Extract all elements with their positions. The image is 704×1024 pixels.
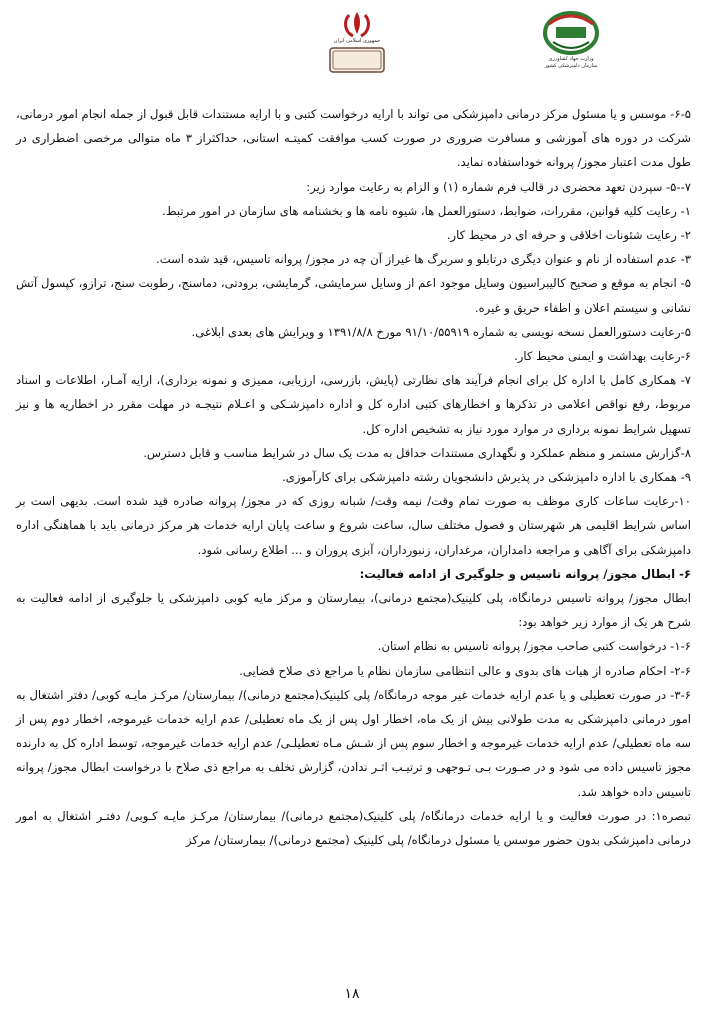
document-body xyxy=(16,102,691,852)
paragraph: ۲- رعایت شئونات اخلاقی و حرفه ای در محیط کار. xyxy=(446,228,691,243)
slogan-badge-icon xyxy=(328,45,386,75)
paragraph: ۶-رعایت بهداشت و ایمنی محیط کار. xyxy=(514,349,691,364)
iran-caption: جمهوری اسلامی ایران xyxy=(333,38,381,44)
paragraph: ۳-۶- در صورت تعطیلی و یا عدم ارایه خدمات غیر موجه درمانگاه/ پلی کلینیک(مجتمع درمانی)/ بیمارستان/ مرکـز مایـه کوبی/ دفتر اشتغال به امور درمانی دامپزشکی به مدت طولانی بیش از یک ماه، اخطار اول پس از یک ماه تعطیلی/ عدم ارایه خدمات غیرموجه، اخطار دوم پس از سه ماه تعطیلی/ عدم ارایه خدمات غیرموجه و اخطار سوم پس از شـش مـاه تعطیلـی/ عدم ارایه خدمات غیرموجه، توسط اداره کل به دارنده مجوز تاسیس داده می شود و در صـورت بـی تـوجهی و ترتیـب اثـر ندادن، گزارش تخلف به مراجع ذی صلاح با درخواست ابطال مجوز/ پروانه تاسیس داده خواهد شد. xyxy=(16,687,691,799)
paragraph: ۷- همکاری کامل با اداره کل برای انجام فرآیند های نظارتی (پایش، بازرسی، ارزیابی، ممیزی و نمونه برداری)، ارایه آمـار، اطلاعات و اسناد مربوط، رفع نواقص اعلامی در تذکرها و اخطارهای کتبی اداره کل و اداره دامپزشـکی و اعـلام نتیجـه در مهلت مقرر در اخطاریه ها و نیز تسهیل شرایط نمونه برداری در موارد مورد نیاز به تشخیص اداره کل. xyxy=(16,373,691,436)
jahad-emblem-icon xyxy=(541,10,601,56)
iran-emblem-logo xyxy=(322,10,392,75)
paragraph: ۸-گزارش مستمر و منظم عملکرد و نگهداری مستندات حداقل به مدت یک سال در شرایط مناسب و قابل دسترس. xyxy=(143,445,691,460)
paragraph: ۵-رعایت دستورالعمل نسخه نویسی به شماره ۹۱/۱۰/۵۵۹۱۹ مورخ ۱۳۹۱/۸/۸ و ویرایش های بعدی ابلاغی. xyxy=(191,324,691,339)
paragraph: ۲-۶- احکام صادره از هیات های بدوی و عالی انتظامی سازمان نظام یا مراجع ذی صلاح قضایی. xyxy=(239,663,691,678)
paragraph: ۱-۶- درخواست کتبی صاحب مجوز/ پروانه تاسیس به نظام استان. xyxy=(377,639,691,654)
paragraph: تبصره۱: در صورت فعالیت و یا ارایه خدمات درمانگاه/ پلی کلینیک(مجتمع درمانی)/ بیمارستان/ مرکـز مایـه کـوبی/ دفتـر اشتغال به امور درمانی دامپزشکی بدون حضور موسس یا مسئول درمانگاه/ پلی کلینیک (مجتمع درمانی)/ بیمارستان/ مرکز xyxy=(16,808,691,848)
paragraph: ۹- همکاری با اداره دامپزشکی در پذیرش دانشجویان رشته دامپزشکی برای کارآموزی. xyxy=(282,470,691,485)
paragraph: ۶-۵- موسس و یا مسئول مرکز درمانی دامپزشکی می تواند با ارایه درخواست کتبی و با ارایه مستندات قابل قبول از جمله انجام امور درمانی، شرکت در دوره های آموزشی و مسافرت ضروری در صورت کسب موافقت کمیتـه استانی، حداکثراز ۳ ماه متوالی مرخصی اضطراری در طول مدت اعتبار مجوز/ پروانه خوداستفاده نماید. xyxy=(16,107,691,170)
paragraph: ۱۰-رعایت ساعات کاری موظف به صورت تمام وقت/ نیمه وقت/ شبانه روزی که در مجوز/ پروانه صادره قید شده است. بدیهی است بر اساس شرایط اقلیمی هر شهرستان و فصول مختلف سال، ساعت شروع و ساعت پایان ارایه خدمات هر مرکز درمانی باید با هماهنگی اداره دامپزشکی برای آگاهی و مراجعه دامداران، مرغداران، زنبورداران، آبزی پروران و ... اطلاع رسانی شود. xyxy=(16,494,691,557)
section-heading: ۶- ابطال مجوز/ پروانه تاسیس و جلوگیری از ادامه فعالیت: xyxy=(359,566,691,581)
paragraph: ابطال مجوز/ پروانه تاسیس درمانگاه، پلی کلینیک(مجتمع درمانی)، بیمارستان و مرکز مایه کوبی دامپزشکی یا جلوگیری از ادامه فعالیت به شرح هر یک از موارد زیر خواهد بود: xyxy=(16,591,691,630)
paragraph: ۳- عدم استفاده از نام و عنوان دیگری درتابلو و سربرگ ها غیراز آن چه در مجوز/ پروانه تاسیس، قید شده است. xyxy=(156,252,691,267)
jahad-keshavarzi-logo xyxy=(528,10,614,70)
paragraph: ۷--۵- سپردن تعهد محضری در قالب فرم شماره (۱) و الزام به رعایت موارد زیر: xyxy=(306,179,691,194)
page-number: ۱۸ xyxy=(344,986,360,1002)
jahad-caption-line-1: وزارت جهاد کشاورزی xyxy=(548,56,594,62)
jahad-caption-line-2: سازمان دامپزشکی کشور xyxy=(544,63,598,69)
paragraph: ۵- انجام به موقع و صحیح کالیبراسیون وسایل موجود اعم از وسایل سرمایشی، گرمایشی، برودتی، دماسنج، رطوبت سنج، ترازو، کپسول آتش نشانی و سیستم اعلان و اطفاء حریق و غیره. xyxy=(16,276,691,315)
iran-emblem-icon xyxy=(339,10,375,38)
paragraph: ۱- رعایت کلیه قوانین، مقررات، ضوابط، دستورالعمل ها، شیوه نامه ها و بخشنامه های سازمان در امور مرتبط. xyxy=(162,203,691,218)
